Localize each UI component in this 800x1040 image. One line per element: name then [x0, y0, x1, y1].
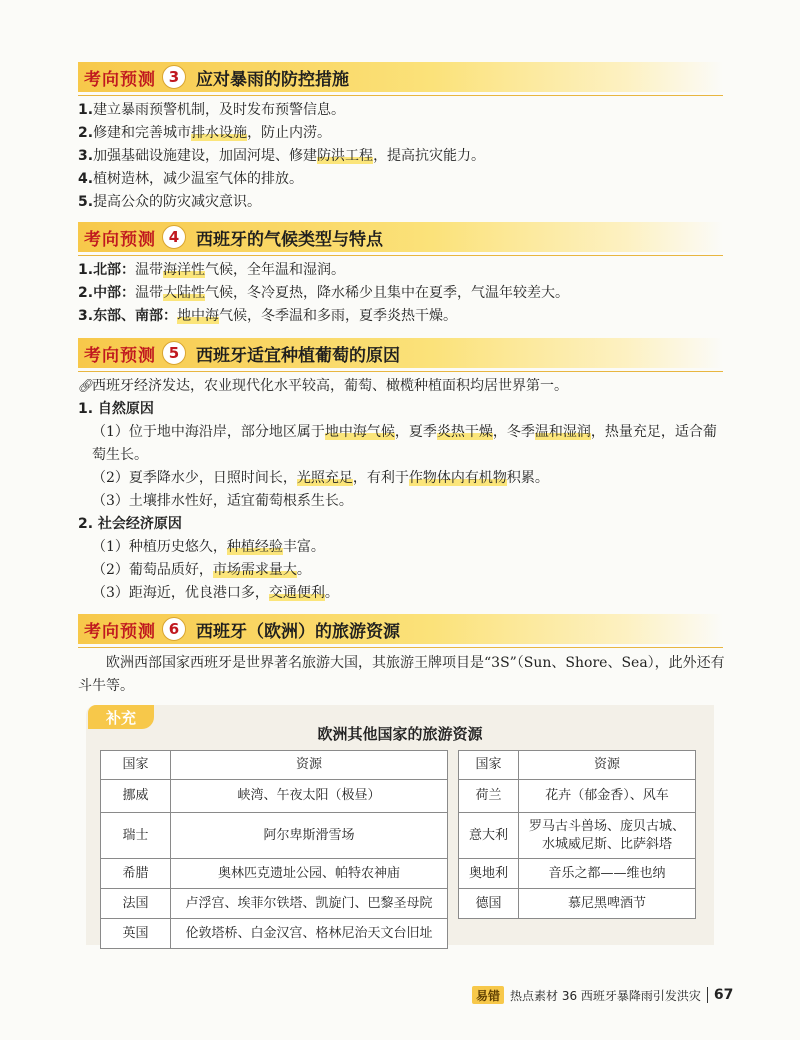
table-row: 德国 慕尼黑啤酒节: [459, 889, 696, 919]
list-item: （3）距海近，优良港口多，交通便利。: [92, 585, 339, 601]
section-title: 西班牙适宜种植葡萄的原因: [196, 345, 400, 366]
tourism-table-right: [458, 750, 696, 919]
subheading-social: 2. 社会经济原因: [78, 516, 182, 532]
table-row: 法国 卢浮宫、埃菲尔铁塔、凯旋门、巴黎圣母院: [101, 889, 448, 919]
column-header: 资源: [171, 751, 448, 780]
section-tag: 考向预测: [84, 69, 156, 90]
section-header-6: [78, 614, 723, 644]
subheading-natural: 1. 自然原因: [78, 401, 154, 417]
table-row: 挪威 峡湾、午夜太阳（极昼）: [101, 780, 448, 813]
section-header-4: [78, 222, 723, 252]
list-item: （1）种植历史悠久，种植经验丰富。: [92, 539, 325, 555]
section-tag: 考向预测: [84, 229, 156, 250]
list-item: （3）土壤排水性好，适宜葡萄根系生长。: [92, 493, 353, 509]
section-header-5: [78, 338, 723, 368]
list-item: （2）夏季降水少，日照时间长，光照充足，有利于作物体内有机物积累。: [92, 470, 549, 486]
section-number: 6: [162, 617, 186, 641]
list-item: （2）葡萄品质好，市场需求量大。: [92, 562, 311, 578]
list-item: 3.东部、南部：地中海气候，冬季温和多雨，夏季炎热干燥。: [78, 308, 458, 324]
table-row: 意大利 罗马古斗兽场、庞贝古城、水城威尼斯、比萨斜塔: [459, 813, 696, 859]
section-number: 3: [162, 65, 186, 89]
page-footer: [472, 985, 733, 1005]
page-number: 67: [713, 987, 734, 1003]
list-item: （1）位于地中海沿岸，部分地区属于地中海气候，夏季炎热干燥，冬季温和湿润，热量充足，适合葡萄生长。: [92, 424, 717, 463]
section-number: 4: [162, 225, 186, 249]
supplement-tag: 补充: [88, 705, 154, 729]
column-header: 资源: [519, 751, 696, 780]
section-number: 5: [162, 341, 186, 365]
section-title: 西班牙（欧洲）的旅游资源: [196, 621, 400, 642]
list-item: 1.北部：温带海洋性气候，全年温和湿润。: [78, 262, 346, 278]
table-row: 瑞士 阿尔卑斯滑雪场: [101, 813, 448, 859]
section-4-list: [78, 259, 728, 328]
table-title: 欧洲其他国家的旅游资源: [317, 725, 483, 743]
footer-badge: 易错: [472, 986, 504, 1004]
list-item: 5.提高公众的防灾减灾意识。: [78, 194, 262, 210]
footer-divider: [707, 987, 708, 1003]
section-title: 应对暴雨的防控措施: [196, 69, 349, 90]
footer-text: 热点素材 36 西班牙暴降雨引发洪灾: [510, 988, 701, 1003]
intro-line: 🔗︎西班牙经济发达，农业现代化水平较高，葡萄、橄榄种植面积均居世界第一。: [78, 375, 728, 398]
table-row: 奥地利 音乐之都——维也纳: [459, 859, 696, 889]
list-item: 3.加强基础设施建设，加固河堤、修建防洪工程，提高抗灾能力。: [78, 148, 486, 164]
table-row: 英国 伦敦塔桥、白金汉宫、格林尼治天文台旧址: [101, 919, 448, 949]
table-row: 荷兰 花卉（郁金香）、风车: [459, 780, 696, 813]
section-header-3: [78, 62, 723, 92]
section-tag: 考向预测: [84, 345, 156, 366]
section-5-content: [78, 375, 728, 605]
list-item: 2.修建和完善城市排水设施，防止内涝。: [78, 125, 332, 141]
column-header: 国家: [101, 751, 171, 780]
list-item: 4.植树造林，减少温室气体的排放。: [78, 171, 304, 187]
column-header: 国家: [459, 751, 519, 780]
table-row: 希腊 奥林匹克遗址公园、帕特农神庙: [101, 859, 448, 889]
section-3-list: [78, 99, 728, 214]
section-title: 西班牙的气候类型与特点: [196, 229, 383, 250]
link-icon: 🔗︎: [78, 379, 95, 394]
list-item: 2.中部：温带大陆性气候，冬冷夏热，降水稀少且集中在夏季，气温年较差大。: [78, 285, 570, 301]
section-tag: 考向预测: [84, 621, 156, 642]
section-6-paragraph: 欧洲西部国家西班牙是世界著名旅游大国，其旅游王牌项目是“3S”（Sun、Shore、Sea），此外还有斗牛等。: [78, 655, 725, 694]
list-item: 1.建立暴雨预警机制，及时发布预警信息。: [78, 102, 346, 118]
tourism-table-left: [100, 750, 448, 949]
